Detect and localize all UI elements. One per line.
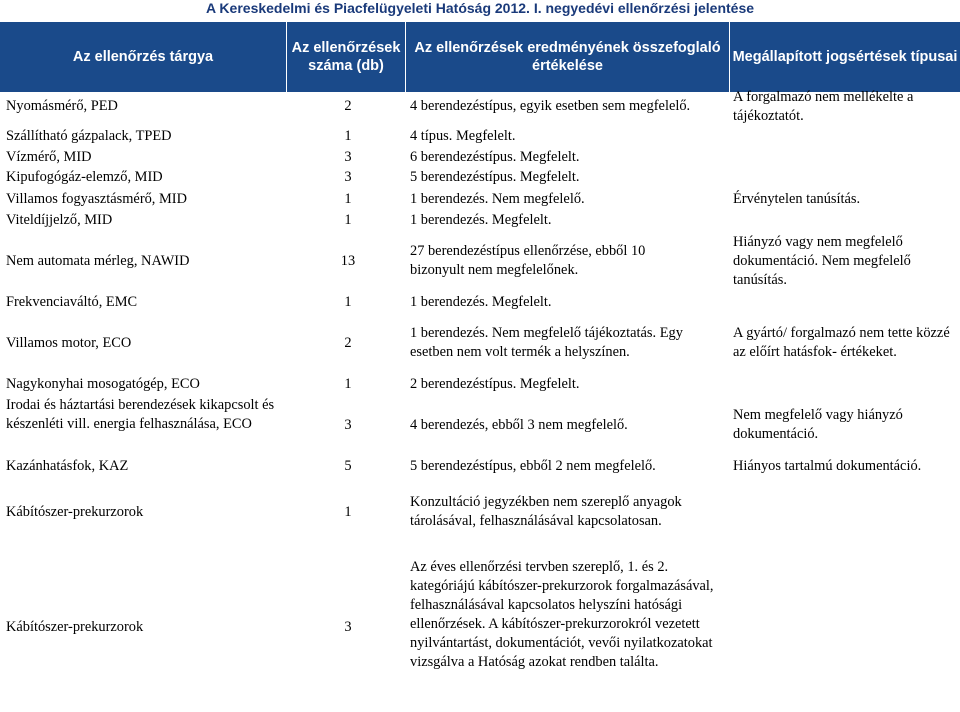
- row-count: 13: [340, 253, 356, 269]
- row-summary: 6 berendezéstípus. Megfelelt.: [410, 149, 580, 165]
- row-count: 3: [344, 417, 352, 433]
- row-summary: 27 berendezéstípus ellenőrzése, ebből 10 bizonyult nem megfelelőnek.: [410, 243, 646, 278]
- row-count: 1: [344, 376, 352, 392]
- row-summary: Konzultáció jegyzékben nem szereplő anyagok tárolásával, felhasználásával kapcsolatosan.: [410, 494, 682, 529]
- row-violation: Hiányos tartalmú dokumentáció.: [733, 458, 922, 474]
- row-subject: Kábítószer-prekurzorok: [6, 504, 144, 520]
- row-subject: Irodai és háztartási berendezések kikapcsolt és készenléti vill. energia felhasználása, ECO: [6, 397, 275, 432]
- row-count: 3: [344, 149, 352, 165]
- row-count: 1: [344, 212, 352, 228]
- row-subject: Viteldíjjelző, MID: [6, 212, 113, 228]
- row-summary: 5 berendezéstípus. Megfelelt.: [410, 169, 580, 185]
- row-subject: Nyomásmérő, PED: [6, 98, 118, 114]
- row-count: 2: [344, 98, 352, 114]
- column-header-count: Az ellenőrzések száma (db): [287, 22, 406, 92]
- column-header-subject: Az ellenőrzés tárgya: [0, 22, 287, 92]
- row-count: 1: [344, 191, 352, 207]
- row-violation: Hiányzó vagy nem megfelelő dokumentáció. Nem megfelelő tanúsítás.: [733, 234, 911, 288]
- row-violation: Nem megfelelő vagy hiányzó dokumentáció.: [733, 407, 903, 442]
- row-violation: A forgalmazó nem mellékelte a tájékoztatót.: [733, 89, 914, 124]
- column-header-summary: Az ellenőrzések eredményének összefoglaló értékelése: [406, 22, 730, 92]
- row-summary: 1 berendezés. Megfelelt.: [410, 212, 552, 228]
- row-summary: 1 berendezés. Nem megfelelő.: [410, 191, 585, 207]
- row-summary: 1 berendezés. Megfelelt.: [410, 294, 552, 310]
- row-count: 3: [344, 619, 352, 635]
- column-header-violation: Megállapított jogsértések típusai: [730, 22, 960, 92]
- report-title: A Kereskedelmi és Piacfelügyeleti Hatóság 2012. I. negyedévi ellenőrzési jelentése: [205, 0, 755, 16]
- row-violation: A gyártó/ forgalmazó nem tette közzé az előírt hatásfok- értékeket.: [733, 325, 950, 360]
- row-subject: Kipufogógáz-elemző, MID: [6, 169, 163, 185]
- row-subject: Nem automata mérleg, NAWID: [6, 253, 190, 269]
- row-subject: Vízmérő, MID: [6, 149, 92, 165]
- row-summary: 4 típus. Megfelelt.: [410, 128, 516, 144]
- row-summary: 5 berendezéstípus, ebből 2 nem megfelelő.: [410, 458, 656, 474]
- row-count: 1: [344, 294, 352, 310]
- row-subject: Szállítható gázpalack, TPED: [6, 128, 172, 144]
- row-subject: Nagykonyhai mosogatógép, ECO: [6, 376, 200, 392]
- row-summary: 4 berendezéstípus, egyik esetben sem megfelelő.: [410, 98, 691, 114]
- row-summary: Az éves ellenőrzési tervben szereplő, 1. és 2. kategóriájú kábítószer-prekurzorok forgalmazásával, felhasználásával kapcsolatos helyszíni hatósági ellenőrzések. A kábítószer-prekurzorokról vezetett nyilvántartást, dokumentációt, vevői nyilatkozatokat vizsgálva a Hatóság azokat rendben találta.: [410, 559, 714, 670]
- row-subject: Frekvenciaváltó, EMC: [6, 294, 138, 310]
- row-subject: Villamos motor, ECO: [6, 335, 132, 351]
- row-subject: Kazánhatásfok, KAZ: [6, 458, 129, 474]
- row-subject: Villamos fogyasztásmérő, MID: [6, 191, 187, 207]
- row-count: 3: [344, 169, 352, 185]
- row-summary: 1 berendezés. Nem megfelelő tájékoztatás. Egy esetben nem volt termék a helyszínen.: [410, 325, 683, 360]
- row-count: 1: [344, 504, 352, 520]
- row-violation: Érvénytelen tanúsítás.: [733, 191, 861, 207]
- row-summary: 2 berendezéstípus. Megfelelt.: [410, 376, 580, 392]
- row-subject: Kábítószer-prekurzorok: [6, 619, 144, 635]
- row-count: 1: [344, 128, 352, 144]
- row-summary: 4 berendezés, ebből 3 nem megfelelő.: [410, 417, 628, 433]
- row-count: 5: [344, 458, 352, 474]
- row-count: 2: [344, 335, 352, 351]
